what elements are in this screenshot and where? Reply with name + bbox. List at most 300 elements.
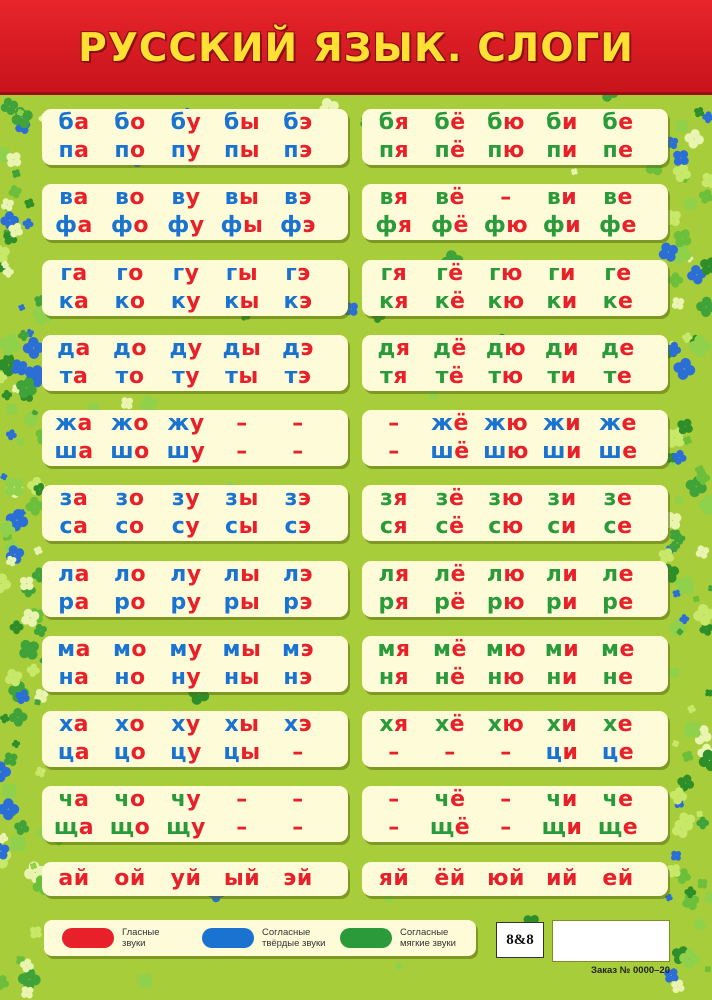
syllable-cell [476, 711, 536, 739]
syllable-cell [156, 513, 216, 541]
consonant-letter: к [283, 289, 299, 314]
syllable-cell [268, 664, 328, 692]
consonant-letter: х [58, 712, 74, 737]
legend-label-vowel: Гласные звуки [122, 927, 160, 949]
consonant-letter: п [170, 138, 187, 163]
syllable-line [362, 814, 668, 842]
consonant-letter: з [115, 486, 129, 511]
vowel-letter: о [130, 665, 146, 690]
vowel-letter: ё [451, 336, 467, 361]
consonant-letter: г [60, 261, 73, 286]
clover-leaf [691, 594, 701, 604]
vowel-letter: ю [487, 866, 509, 891]
vowel-letter: ы [237, 261, 259, 286]
vowel-letter: у [185, 712, 201, 737]
consonant-letter: п [283, 138, 300, 163]
vowel-letter: о [130, 590, 146, 615]
vowel-letter: е [617, 712, 634, 737]
consonant-letter: ш [54, 439, 79, 464]
consonant-letter: ц [113, 740, 131, 765]
consonant-letter: х [379, 712, 395, 737]
syllable-cell [268, 636, 328, 664]
order-number: Заказ № 0000–20 [591, 965, 670, 976]
vowel-letter: ё [451, 637, 467, 662]
vowel-letter: ё [450, 110, 466, 135]
consonant-letter: з [380, 486, 394, 511]
clover-leaf [7, 183, 24, 200]
syllable-cell [588, 561, 648, 589]
vowel-letter: у [186, 289, 202, 314]
consonant-letter: с [379, 514, 394, 539]
syllable-cell [364, 513, 424, 541]
syllable-cell [100, 739, 160, 767]
consonant-letter: п [487, 138, 503, 163]
consonant-letter: б [546, 110, 562, 135]
syllable-cell [420, 711, 480, 739]
consonant-letter: п [546, 138, 562, 163]
syllable-cell [588, 363, 648, 391]
syllable-cell [420, 664, 480, 692]
vowel-letter: е [618, 138, 634, 163]
syllable-cell [476, 664, 536, 692]
syllable-line [42, 561, 348, 589]
clover-leaf [22, 217, 35, 230]
clover-leaf [671, 356, 698, 383]
syllable-cell [364, 664, 424, 692]
syllable-cell [156, 664, 216, 692]
syllable-cell [420, 786, 480, 814]
syllable-cell [364, 184, 424, 212]
vowel-letter: и [565, 439, 582, 464]
clover-leaf [669, 294, 688, 313]
vowel-letter: ы [239, 185, 260, 210]
vowel-letter: я [392, 261, 408, 286]
syllable-cell [420, 184, 480, 212]
syllable-cell [420, 438, 480, 466]
consonant-letter: т [488, 364, 502, 389]
vowel-letter: а [78, 439, 94, 464]
syllable-cell [44, 786, 104, 814]
syllable-cell [100, 184, 160, 212]
vowel-letter: о [128, 514, 145, 539]
syllable-line [362, 212, 668, 240]
syllable-box-right [362, 786, 668, 842]
syllable-box-right [362, 410, 668, 466]
syllable-box-left [42, 636, 348, 692]
consonant-letter: ж [55, 411, 78, 436]
syllable-cell [532, 589, 592, 617]
vowel-letter: ы [240, 336, 262, 361]
syllable-line [42, 410, 348, 438]
consonant-letter: к [434, 289, 450, 314]
clover-leaf [0, 761, 11, 782]
syllable-cell [156, 636, 216, 664]
vowel-letter: и [561, 110, 578, 135]
vowel-letter: и [561, 665, 578, 690]
syllable-cell [364, 865, 424, 893]
vowel-letter: а [74, 740, 91, 765]
syllable-line [362, 260, 668, 288]
vowel-letter: а [77, 411, 93, 436]
syllable-cell [100, 865, 160, 893]
vowel-letter: ё [450, 562, 467, 587]
clover-leaf [697, 187, 712, 206]
syllable-cell [476, 513, 536, 541]
consonant-letter: г [436, 261, 449, 286]
consonant-letter: ч [602, 787, 619, 812]
clover-leaf [0, 571, 13, 595]
consonant-letter: п [378, 138, 395, 163]
syllable-line [362, 513, 668, 541]
syllable-cell [100, 410, 160, 438]
syllable-cell [476, 288, 536, 316]
syllable-cell [588, 137, 648, 165]
vowel-letter: е [622, 439, 638, 464]
clover-leaf [11, 739, 21, 749]
vowel-letter: о [134, 815, 151, 840]
consonant-letter: щ [429, 815, 455, 840]
syllable-cell [44, 485, 104, 513]
syllable-cell [212, 109, 272, 137]
syllable-cell [212, 260, 272, 288]
consonant-letter: ф [280, 213, 303, 238]
syllable-box-left [42, 335, 348, 391]
clover-leaf [664, 893, 674, 903]
header-banner [0, 0, 712, 95]
vowel-letter: ё [450, 665, 466, 690]
vowel-letter: о [128, 261, 144, 286]
syllable-cell [532, 212, 592, 240]
syllable-cell: – [236, 439, 248, 464]
vowel-letter: ы [223, 866, 245, 891]
consonant-letter: в [379, 185, 394, 210]
consonant-letter: к [487, 289, 503, 314]
consonant-letter: н [170, 665, 187, 690]
vowel-letter: я [394, 110, 410, 135]
syllable-cell [476, 109, 536, 137]
vowel-letter: а [73, 514, 89, 539]
syllable-cell [268, 109, 328, 137]
syllable-cell [268, 711, 328, 739]
vowel-letter: ё [450, 138, 466, 163]
vowel-letter: й [562, 866, 578, 891]
consonant-letter: т [59, 364, 73, 389]
syllable-cell [532, 363, 592, 391]
syllable-cell [532, 561, 592, 589]
syllable-cell [100, 711, 160, 739]
syllable-cell [212, 711, 272, 739]
syllable-cell: – [500, 815, 512, 840]
vowel-letter: о [130, 138, 146, 163]
syllable-cell [364, 109, 424, 137]
consonant-letter: г [225, 261, 238, 286]
syllable-line [362, 288, 668, 316]
syllable-cell [420, 485, 480, 513]
vowel-letter: о [130, 562, 147, 587]
syllable-box-right [362, 561, 668, 617]
vowel-letter: ё [448, 364, 465, 389]
vowel-letter: ы [240, 740, 261, 765]
syllable-cell [420, 109, 480, 137]
consonant-letter: л [433, 562, 451, 587]
vowel-letter: и [563, 637, 580, 662]
vowel-letter: э [300, 336, 314, 361]
vowel-letter: й [185, 866, 202, 891]
consonant-letter: ш [542, 439, 566, 464]
syllable-cell [100, 260, 160, 288]
consonant-letter: з [435, 486, 449, 511]
consonant-letter: в [435, 185, 450, 210]
vowel-letter: э [299, 138, 313, 163]
consonant-letter: н [114, 665, 131, 690]
clover-leaf [670, 161, 694, 185]
syllable-cell [268, 589, 328, 617]
syllable-line [362, 711, 668, 739]
vowel-letter: а [72, 261, 88, 286]
syllable-cell [44, 288, 104, 316]
vowel-letter: е [617, 185, 633, 210]
consonant-letter: р [434, 590, 451, 615]
clover-leaf [8, 707, 28, 727]
vowel-letter: е [618, 562, 635, 587]
vowel-letter: ё [449, 514, 465, 539]
syllable-cell [588, 410, 648, 438]
consonant-letter: б [283, 110, 300, 135]
consonant-letter: р [283, 590, 300, 615]
vowel-letter: я [393, 364, 408, 389]
clover-leaf [12, 818, 32, 838]
syllable-cell [532, 438, 592, 466]
syllable-box-right [362, 636, 668, 692]
vowel-letter: е [616, 364, 633, 389]
syllable-cell [100, 664, 160, 692]
consonant-letter: с [603, 514, 618, 539]
syllable-box-left [42, 561, 348, 617]
vowel-letter: ю [504, 637, 527, 662]
consonant-letter: г [116, 261, 129, 286]
syllable-cell: – [388, 411, 400, 436]
vowel-letter: у [185, 185, 201, 210]
syllable-line [42, 184, 348, 212]
syllable-cell: – [388, 740, 400, 765]
vowel-letter: и [561, 138, 578, 163]
vowel-letter: ё [454, 439, 470, 464]
clover-leaf [680, 748, 696, 764]
syllable-cell [476, 865, 536, 893]
vowel-letter: я [394, 590, 410, 615]
consonant-letter: д [57, 336, 76, 361]
syllable-cell [364, 561, 424, 589]
syllable-box-left [42, 862, 348, 896]
consonant-letter: м [544, 637, 564, 662]
syllable-line [42, 212, 348, 240]
consonant-letter: с [115, 514, 129, 539]
consonant-letter: х [171, 712, 186, 737]
consonant-letter: м [433, 637, 452, 662]
clover-leaf [26, 663, 41, 678]
syllable-cell: – [292, 787, 304, 812]
consonant-letter: щ [53, 815, 79, 840]
syllable-cell [476, 212, 536, 240]
syllable-cell [532, 513, 592, 541]
syllable-cell [212, 865, 272, 893]
vowel-letter: й [73, 866, 90, 891]
syllable-cell [100, 561, 160, 589]
consonant-letter: х [602, 712, 618, 737]
consonant-letter: в [546, 185, 562, 210]
consonant-letter: ф [220, 213, 243, 238]
consonant-letter: д [222, 336, 241, 361]
clover-leaf [26, 923, 45, 942]
syllable-cell [212, 212, 272, 240]
vowel-letter: ю [504, 336, 527, 361]
syllable-cell [100, 589, 160, 617]
consonant-letter: ф [483, 213, 507, 238]
vowel-letter: й [393, 866, 410, 891]
vowel-letter: ю [506, 213, 529, 238]
vowel-letter: о [129, 712, 146, 737]
syllable-cell: – [500, 787, 512, 812]
consonant-letter: г [380, 261, 393, 286]
consonant-letter: д [544, 336, 564, 361]
vowel-letter: е [618, 665, 634, 690]
consonant-letter: з [59, 486, 73, 511]
consonant-letter: р [378, 590, 395, 615]
clover-leaf [696, 817, 709, 830]
consonant-letter: ц [170, 740, 187, 765]
consonant-letter: з [603, 486, 617, 511]
syllable-cell [156, 485, 216, 513]
clover-leaf [703, 687, 712, 698]
syllable-cell [420, 137, 480, 165]
vowel-letter: у [186, 740, 202, 765]
consonant-letter: б [58, 110, 75, 135]
clover-leaf [3, 400, 21, 418]
clover-leaf [696, 296, 712, 317]
consonant-letter: м [222, 637, 242, 662]
syllable-cell [44, 561, 104, 589]
consonant-letter: л [223, 562, 241, 587]
consonant-letter: ф [111, 213, 134, 238]
vowel-letter: у [186, 787, 202, 812]
consonant-letter: р [486, 590, 504, 615]
syllable-cell [44, 260, 104, 288]
vowel-letter: ы [238, 486, 259, 511]
syllable-cell [212, 184, 272, 212]
consonant-letter: м [377, 637, 396, 662]
syllable-cell: – [500, 740, 512, 765]
consonant-letter: в [284, 185, 299, 210]
syllable-cell [532, 335, 592, 363]
clover-leaf [686, 704, 696, 714]
vowel-letter: и [561, 712, 578, 737]
legend [44, 920, 476, 956]
consonant-letter: щ [109, 815, 135, 840]
clover-leaf [9, 620, 23, 634]
vowel-letter: ё [450, 787, 466, 812]
syllable-cell [268, 865, 328, 893]
syllable-cell [532, 636, 592, 664]
syllable-cell [476, 438, 536, 466]
syllable-line [42, 137, 348, 165]
vowel-letter: ю [506, 439, 529, 464]
vowel-letter: е [621, 213, 637, 238]
syllable-cell [268, 184, 328, 212]
vowel-letter: ы [238, 364, 259, 389]
vowel-letter: е [617, 514, 633, 539]
syllable-cell [588, 589, 648, 617]
vowel-letter: о [129, 787, 146, 812]
syllable-line [42, 786, 348, 814]
consonant-letter: ц [601, 740, 619, 765]
vowel-letter: о [131, 637, 148, 662]
vowel-letter: ё [450, 289, 466, 314]
vowel-letter: й [244, 866, 261, 891]
syllable-cell [156, 212, 216, 240]
syllable-cell [212, 137, 272, 165]
consonant-letter: г [548, 261, 561, 286]
syllable-line [362, 363, 668, 391]
consonant-letter: з [284, 486, 298, 511]
vowel-letter: ё [434, 866, 450, 891]
syllable-line [362, 137, 668, 165]
consonant-letter: п [434, 138, 451, 163]
consonant-letter: н [283, 665, 300, 690]
consonant-letter: л [170, 562, 187, 587]
consonant-letter: ф [431, 213, 454, 238]
clover-leaf [693, 543, 712, 562]
clover-leaf [22, 197, 36, 211]
consonant-letter: ж [483, 411, 507, 436]
consonant-letter: г [172, 261, 185, 286]
consonant-letter: ф [599, 213, 622, 238]
syllable-cell [420, 212, 480, 240]
syllable-cell [364, 260, 424, 288]
consonant-letter: ф [375, 213, 398, 238]
syllable-cell [156, 260, 216, 288]
syllable-cell [532, 739, 592, 767]
syllable-cell [588, 288, 648, 316]
syllable-cell [100, 485, 160, 513]
syllable-cell [420, 335, 480, 363]
clover-leaf [697, 493, 712, 516]
legend-swatch-vowel [62, 928, 114, 948]
vowel-letter: э [297, 364, 312, 389]
clover-leaf [0, 832, 9, 845]
consonant-letter: б [378, 110, 395, 135]
syllable-cell [156, 184, 216, 212]
consonant-letter: в [603, 185, 618, 210]
syllable-line [362, 438, 668, 466]
syllable-cell [532, 288, 592, 316]
syllable-cell [476, 363, 536, 391]
syllable-cell [588, 786, 648, 814]
consonant-letter: с [59, 514, 74, 539]
consonant-letter: ш [430, 439, 455, 464]
syllable-box-left [42, 109, 348, 165]
syllable-cell [44, 137, 104, 165]
syllable-line [42, 288, 348, 316]
vowel-letter: о [133, 213, 149, 238]
vowel-letter: ю [501, 514, 524, 539]
vowel-letter: и [560, 261, 576, 286]
clover-leaf [671, 739, 680, 748]
consonant-letter: м [601, 637, 620, 662]
syllable-cell: – [292, 815, 304, 840]
syllable-cell [476, 335, 536, 363]
syllable-cell [156, 137, 216, 165]
consonant-letter: б [114, 110, 131, 135]
